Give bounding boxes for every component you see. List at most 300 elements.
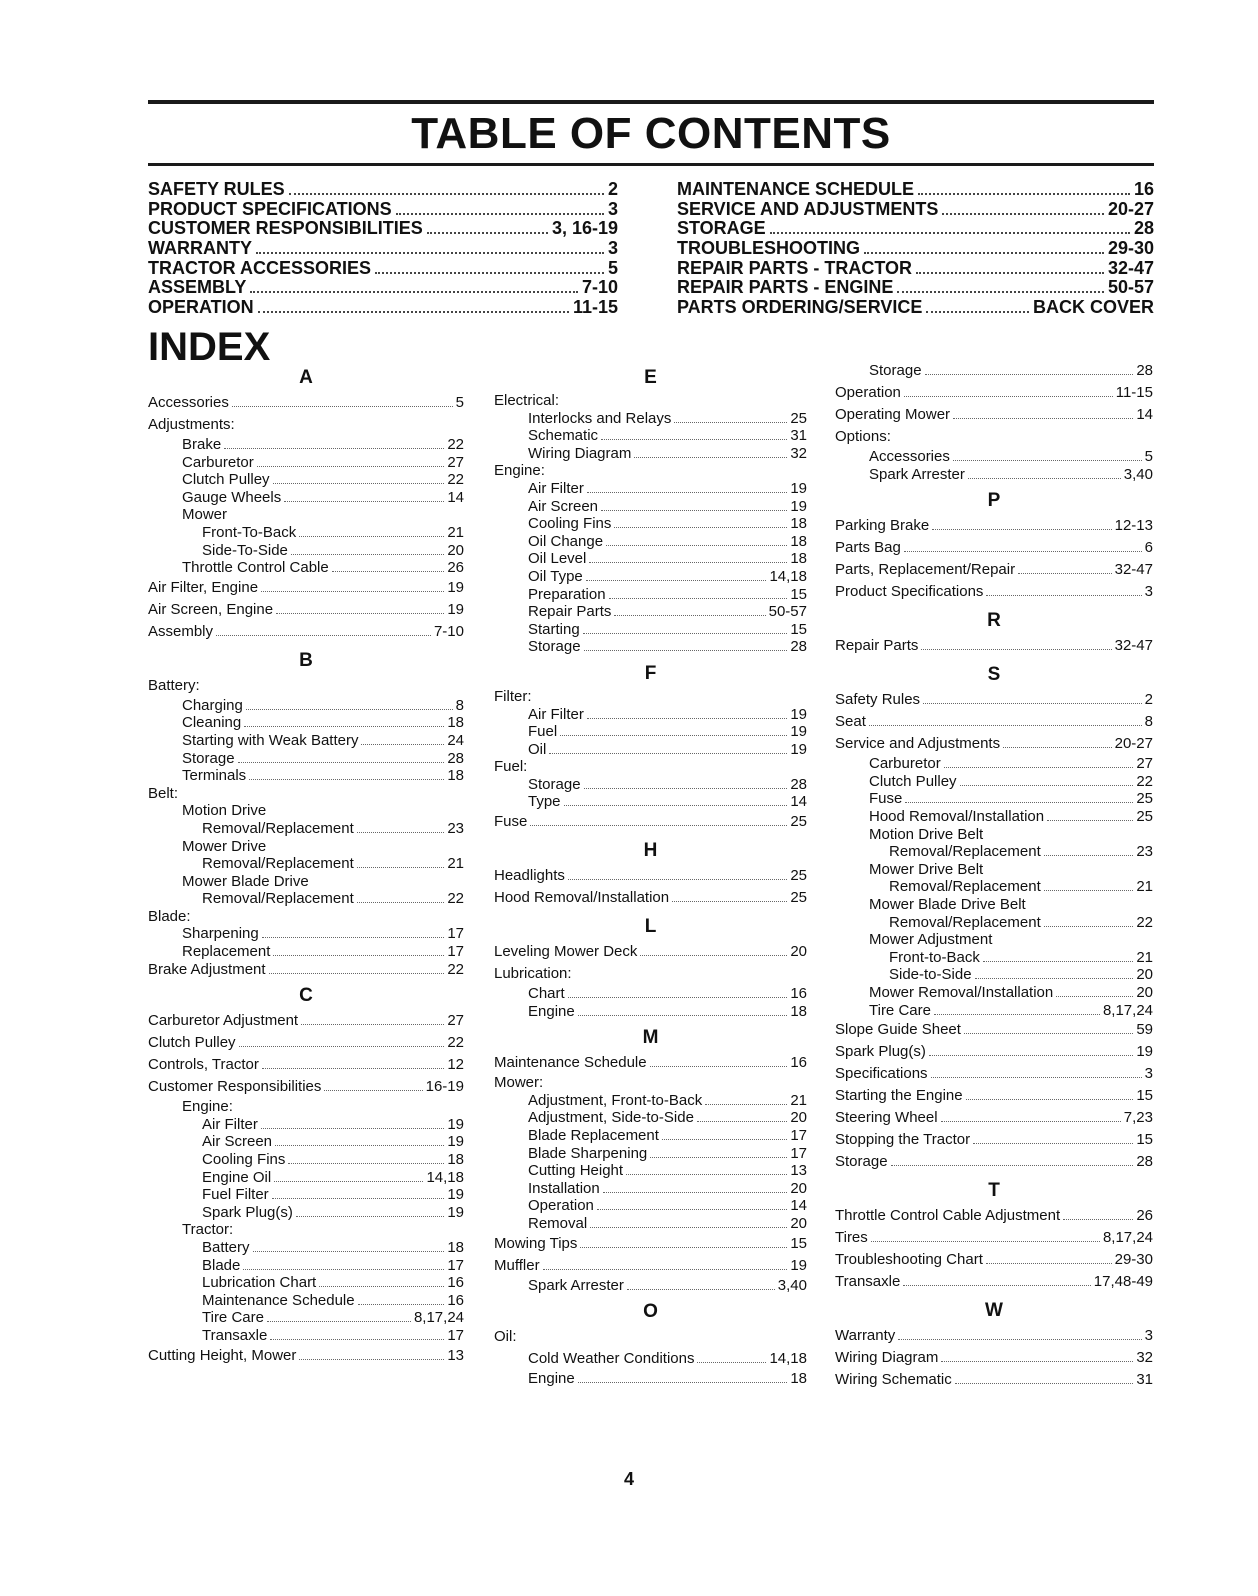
index-entry-page: 19 bbox=[790, 705, 807, 723]
toc-entry[interactable] bbox=[148, 180, 618, 200]
index-entry-page: 21 bbox=[790, 1091, 807, 1109]
index-entry[interactable] bbox=[835, 861, 1153, 879]
dot-leader bbox=[324, 1090, 422, 1091]
index-entry[interactable] bbox=[494, 392, 807, 410]
index-entry-label: Motion Drive bbox=[182, 802, 267, 820]
index-entry[interactable] bbox=[494, 887, 807, 909]
dot-leader bbox=[953, 460, 1142, 461]
dot-leader bbox=[275, 1145, 444, 1146]
index-entry[interactable] bbox=[835, 711, 1153, 733]
index-entry[interactable] bbox=[148, 414, 464, 436]
index-entry[interactable] bbox=[494, 1180, 807, 1198]
index-entry-label: Air Filter bbox=[202, 1115, 258, 1133]
index-entry-page: 32 bbox=[790, 444, 807, 462]
index-entry[interactable] bbox=[494, 1127, 807, 1145]
index-entry[interactable] bbox=[148, 855, 464, 873]
toc-entry-page: 32-47 bbox=[1107, 257, 1154, 278]
index-entry[interactable] bbox=[148, 785, 464, 803]
index-entry[interactable] bbox=[835, 931, 1153, 949]
index-entry[interactable] bbox=[494, 1052, 807, 1074]
index-entry[interactable] bbox=[148, 1204, 464, 1222]
dot-leader bbox=[361, 744, 444, 745]
index-entry-label: Parts, Replacement/Repair bbox=[835, 561, 1016, 579]
index-entry-label: Wiring Diagram bbox=[528, 444, 632, 462]
index-entry-label: Chart bbox=[528, 985, 565, 1003]
index-entry-label: Maintenance Schedule bbox=[202, 1291, 355, 1309]
dot-leader bbox=[273, 955, 444, 956]
index-entry[interactable] bbox=[835, 581, 1153, 603]
index-entry[interactable] bbox=[494, 638, 807, 656]
index-entry-page: 6 bbox=[1144, 539, 1153, 557]
index-entry[interactable] bbox=[494, 793, 807, 811]
index-entry[interactable] bbox=[494, 1370, 807, 1388]
index-entry[interactable] bbox=[835, 755, 1153, 773]
index-entry[interactable] bbox=[494, 427, 807, 445]
index-entry[interactable] bbox=[148, 1054, 464, 1076]
index-entry-page: 16 bbox=[790, 1054, 807, 1072]
index-entry[interactable] bbox=[494, 811, 807, 833]
index-entry[interactable] bbox=[148, 1169, 464, 1187]
index-entry-label: Cooling Fins bbox=[202, 1151, 286, 1169]
index-entry[interactable] bbox=[148, 1292, 464, 1310]
toc-right-column bbox=[677, 180, 1154, 318]
index-entry[interactable] bbox=[148, 621, 464, 643]
index-entry-page: 18 bbox=[790, 1370, 807, 1388]
dot-leader bbox=[332, 571, 445, 572]
index-entry-label: Fuel bbox=[528, 723, 558, 741]
index-entry[interactable] bbox=[494, 533, 807, 551]
toc-entry[interactable] bbox=[677, 200, 1154, 220]
index-entry[interactable] bbox=[835, 404, 1153, 426]
index-entry[interactable] bbox=[835, 878, 1153, 896]
index-entry[interactable] bbox=[148, 925, 464, 943]
index-entry[interactable] bbox=[148, 943, 464, 961]
index-entry[interactable] bbox=[835, 537, 1153, 559]
index-entry[interactable] bbox=[148, 675, 464, 697]
index-entry-label: Brake bbox=[182, 436, 222, 453]
toc-entry[interactable] bbox=[677, 180, 1154, 200]
toc-entry-page: 3 bbox=[607, 198, 618, 219]
index-entry[interactable] bbox=[148, 1098, 464, 1116]
index-entry-label: Mower Drive Belt bbox=[869, 860, 984, 878]
dot-leader bbox=[1003, 747, 1112, 748]
index-entry[interactable] bbox=[835, 1271, 1153, 1293]
index-entry[interactable] bbox=[148, 577, 464, 599]
index-entry-page: 15 bbox=[790, 1234, 807, 1252]
dot-leader bbox=[319, 1286, 444, 1287]
index-entry-label: Cleaning bbox=[182, 714, 242, 732]
index-entry[interactable] bbox=[494, 865, 807, 887]
index-entry[interactable] bbox=[835, 360, 1153, 382]
dot-leader bbox=[568, 997, 788, 998]
index-entry-page: 11-15 bbox=[1115, 384, 1153, 401]
dot-leader bbox=[904, 396, 1113, 397]
index-entry[interactable] bbox=[835, 1002, 1153, 1020]
dot-leader bbox=[614, 615, 765, 616]
index-entry-label: Installation bbox=[528, 1179, 600, 1197]
index-entry[interactable] bbox=[835, 1151, 1153, 1173]
index-entry[interactable] bbox=[494, 1255, 807, 1277]
index-entry-label: Specifications bbox=[835, 1065, 928, 1083]
dot-leader bbox=[640, 955, 787, 956]
index-entry-label: Storage bbox=[182, 749, 235, 767]
index-entry-page: 8,17,24 bbox=[413, 1309, 464, 1327]
index-entry[interactable] bbox=[494, 515, 807, 533]
index-entry[interactable] bbox=[148, 1257, 464, 1275]
index-entry[interactable] bbox=[494, 1277, 807, 1295]
toc-entry[interactable] bbox=[677, 239, 1154, 259]
index-entry[interactable] bbox=[494, 706, 807, 724]
index-entry[interactable] bbox=[148, 1116, 464, 1134]
dot-leader bbox=[1056, 996, 1133, 997]
index-entry-label: Battery bbox=[202, 1239, 250, 1256]
dot-leader bbox=[549, 753, 787, 754]
dot-leader bbox=[261, 1128, 444, 1129]
index-entry-page: 50-57 bbox=[768, 603, 807, 621]
index-entry-page: 17 bbox=[447, 925, 464, 943]
toc-entry[interactable] bbox=[148, 219, 618, 239]
index-entry[interactable] bbox=[494, 586, 807, 604]
index-entry[interactable] bbox=[148, 802, 464, 820]
index-entry[interactable] bbox=[835, 1019, 1153, 1041]
index-entry[interactable] bbox=[835, 1347, 1153, 1369]
index-entry[interactable] bbox=[148, 1274, 464, 1292]
index-entry[interactable] bbox=[148, 1032, 464, 1054]
index-entry-label: Brake Adjustment bbox=[148, 960, 266, 978]
index-entry-page: 28 bbox=[790, 638, 807, 656]
index-entry[interactable] bbox=[494, 1092, 807, 1110]
index-entry-label: Blade bbox=[202, 1256, 241, 1274]
index-entry-label: Mower Drive bbox=[182, 837, 267, 855]
dot-leader bbox=[953, 418, 1133, 419]
index-entry-page: 14,18 bbox=[769, 1350, 807, 1368]
index-entry[interactable] bbox=[494, 498, 807, 516]
index-entry[interactable] bbox=[148, 820, 464, 838]
index-entry-page: 19 bbox=[790, 1256, 807, 1274]
index-entry-page: 5 bbox=[455, 394, 464, 411]
index-entry-label: Engine: bbox=[494, 462, 545, 480]
index-entry-label: Carburetor bbox=[182, 453, 254, 471]
index-entry[interactable] bbox=[148, 1221, 464, 1239]
index-entry-label: Mower Adjustment bbox=[869, 931, 993, 949]
dot-leader bbox=[934, 1014, 1100, 1015]
index-entry-page: 25 bbox=[1136, 790, 1153, 808]
dot-leader bbox=[590, 1227, 787, 1228]
index-entry[interactable] bbox=[835, 382, 1153, 404]
index-entry[interactable] bbox=[835, 635, 1153, 657]
index-entry[interactable] bbox=[835, 1325, 1153, 1347]
index-letter-heading: S bbox=[987, 664, 1001, 686]
index-entry[interactable] bbox=[494, 1162, 807, 1180]
index-entry-label: Fuel Filter bbox=[202, 1186, 269, 1204]
toc-entry[interactable] bbox=[677, 298, 1154, 318]
index-entry-label: Battery: bbox=[148, 676, 200, 694]
index-entry[interactable] bbox=[148, 732, 464, 750]
index-entry-label: Storage bbox=[528, 775, 581, 793]
index-entry[interactable] bbox=[148, 873, 464, 891]
index-entry-label: Maintenance Schedule bbox=[494, 1054, 647, 1072]
dot-leader bbox=[258, 311, 569, 313]
index-entry-page: 27 bbox=[447, 453, 464, 471]
index-entry[interactable] bbox=[835, 914, 1153, 932]
index-entry[interactable] bbox=[835, 1129, 1153, 1151]
index-entry[interactable] bbox=[148, 1239, 464, 1257]
dot-leader bbox=[257, 466, 445, 467]
toc-entry[interactable] bbox=[677, 219, 1154, 239]
index-entry[interactable] bbox=[494, 688, 807, 706]
index-entry[interactable] bbox=[148, 489, 464, 507]
index-entry[interactable] bbox=[148, 436, 464, 454]
index-entry[interactable] bbox=[148, 750, 464, 768]
index-entry[interactable] bbox=[494, 1074, 807, 1092]
index-entry[interactable] bbox=[494, 462, 807, 480]
index-entry[interactable] bbox=[148, 1010, 464, 1032]
index-entry-page: 16-19 bbox=[425, 1078, 464, 1096]
index-entry-label: Operation bbox=[528, 1197, 594, 1215]
toc-entry[interactable] bbox=[148, 259, 618, 279]
index-entry[interactable] bbox=[835, 1085, 1153, 1107]
index-entry-label: Oil: bbox=[494, 1328, 517, 1346]
index-entry-page: 17 bbox=[790, 1144, 807, 1162]
index-entry-page: 12-13 bbox=[1114, 517, 1153, 535]
index-entry[interactable] bbox=[148, 890, 464, 908]
index-entry-page: 17 bbox=[447, 943, 464, 961]
index-entry[interactable] bbox=[148, 1151, 464, 1169]
index-entry-label: Removal/Replacement bbox=[202, 855, 354, 873]
index-entry-label: Engine: bbox=[182, 1098, 233, 1116]
index-entry[interactable] bbox=[494, 410, 807, 428]
index-entry[interactable] bbox=[835, 733, 1153, 755]
index-entry[interactable] bbox=[835, 826, 1153, 844]
index-entry-label: Removal/Replacement bbox=[889, 913, 1041, 931]
index-entry[interactable] bbox=[835, 1369, 1153, 1391]
index-entry-page: 19 bbox=[790, 479, 807, 497]
index-entry-page: 28 bbox=[790, 775, 807, 793]
index-entry[interactable] bbox=[148, 506, 464, 524]
index-column-3 bbox=[835, 360, 1153, 1391]
index-entry-page: 25 bbox=[790, 867, 807, 885]
index-entry-page: 5 bbox=[1144, 448, 1153, 465]
index-entry-label: Throttle Control Cable bbox=[182, 559, 329, 577]
toc-entry-page: 3 bbox=[607, 238, 618, 259]
index-entry[interactable] bbox=[835, 790, 1153, 808]
dot-leader bbox=[903, 1285, 1090, 1286]
index-entry[interactable] bbox=[148, 559, 464, 577]
index-entry-label: Carburetor Adjustment bbox=[148, 1012, 299, 1030]
index-entry-page: 23 bbox=[1136, 843, 1153, 861]
index-entry-label: Oil Level bbox=[528, 550, 587, 568]
dot-leader bbox=[262, 937, 445, 938]
toc-entry[interactable] bbox=[148, 298, 618, 318]
index-entry[interactable] bbox=[148, 908, 464, 926]
index-entry[interactable] bbox=[494, 776, 807, 794]
index-entry[interactable] bbox=[494, 1233, 807, 1255]
index-entry[interactable] bbox=[494, 941, 807, 963]
index-entry[interactable] bbox=[494, 550, 807, 568]
dot-leader bbox=[543, 1269, 788, 1270]
index-entry[interactable] bbox=[148, 599, 464, 621]
toc-entry[interactable] bbox=[677, 278, 1154, 298]
index-entry[interactable] bbox=[835, 1227, 1153, 1249]
index-entry[interactable] bbox=[148, 542, 464, 560]
dot-leader bbox=[898, 1339, 1141, 1340]
index-entry[interactable] bbox=[494, 480, 807, 498]
index-entry[interactable] bbox=[494, 1348, 807, 1370]
index-entry[interactable] bbox=[835, 448, 1153, 466]
index-entry[interactable] bbox=[148, 697, 464, 715]
index-entry-label: Accessories bbox=[869, 448, 950, 465]
index-entry-label: Tire Care bbox=[202, 1309, 264, 1327]
toc-entry-label: CUSTOMER RESPONSIBILITIES bbox=[148, 218, 423, 239]
index-entry[interactable] bbox=[835, 773, 1153, 791]
index-entry[interactable] bbox=[148, 1133, 464, 1151]
index-entry[interactable] bbox=[494, 1003, 807, 1021]
index-entry[interactable] bbox=[494, 1109, 807, 1127]
toc-entry-label: OPERATION bbox=[148, 297, 254, 318]
index-entry[interactable] bbox=[148, 1345, 464, 1367]
index-entry-label: Air Screen, Engine bbox=[148, 600, 274, 618]
index-entry-label: Air Filter, Engine bbox=[148, 578, 259, 596]
index-entry-label: Air Screen bbox=[528, 497, 599, 515]
index-entry[interactable] bbox=[148, 524, 464, 542]
index-entry[interactable] bbox=[494, 1326, 807, 1348]
dot-leader bbox=[357, 832, 445, 833]
index-entry-label: Mowing Tips bbox=[494, 1234, 578, 1252]
dot-leader bbox=[427, 232, 548, 234]
index-entry[interactable] bbox=[835, 984, 1153, 1002]
index-entry-label: Storage bbox=[869, 362, 922, 379]
toc-entry-label: MAINTENANCE SCHEDULE bbox=[677, 179, 915, 199]
dot-leader bbox=[232, 406, 453, 407]
index-letter-heading: A bbox=[299, 367, 313, 388]
index-entry[interactable] bbox=[835, 515, 1153, 537]
dot-leader bbox=[601, 439, 787, 440]
index-entry[interactable] bbox=[835, 808, 1153, 826]
index-entry-page: 20 bbox=[447, 541, 464, 559]
index-entry[interactable] bbox=[835, 896, 1153, 914]
index-entry-page: 8 bbox=[455, 696, 464, 714]
toc-entry[interactable] bbox=[148, 239, 618, 259]
index-entry-page: 13 bbox=[790, 1162, 807, 1180]
index-entry-page: 24 bbox=[447, 731, 464, 749]
index-entry[interactable] bbox=[835, 1249, 1153, 1271]
dot-leader bbox=[705, 1104, 787, 1105]
index-entry-label: Adjustment, Front-to-Back bbox=[528, 1091, 703, 1109]
toc-entry-label: PRODUCT SPECIFICATIONS bbox=[148, 198, 392, 219]
index-entry-page: 20 bbox=[790, 943, 807, 961]
index-entry-page: 19 bbox=[447, 1115, 464, 1133]
index-entry[interactable] bbox=[835, 689, 1153, 711]
toc-entry[interactable] bbox=[677, 259, 1154, 279]
index-entry-label: Side-to-Side bbox=[889, 966, 972, 984]
dot-leader bbox=[931, 1077, 1142, 1078]
dot-leader bbox=[583, 633, 788, 634]
index-entry-label: Transaxle bbox=[835, 1273, 901, 1291]
index-entry[interactable] bbox=[835, 966, 1153, 984]
index-entry[interactable] bbox=[148, 961, 464, 979]
index-entry-page: 15 bbox=[1136, 1131, 1153, 1149]
dot-leader bbox=[276, 613, 444, 614]
index-entry[interactable] bbox=[494, 621, 807, 639]
index-entry[interactable] bbox=[148, 767, 464, 785]
index-entry[interactable] bbox=[148, 1076, 464, 1098]
index-entry[interactable] bbox=[494, 741, 807, 759]
index-entry[interactable] bbox=[835, 559, 1153, 581]
index-entry-label: Clutch Pulley bbox=[148, 1034, 236, 1052]
index-entry-page: 27 bbox=[1136, 755, 1153, 773]
index-entry[interactable] bbox=[835, 949, 1153, 967]
index-entry[interactable] bbox=[494, 568, 807, 586]
index-entry[interactable] bbox=[148, 1309, 464, 1327]
index-entry[interactable] bbox=[148, 714, 464, 732]
index-entry[interactable] bbox=[494, 445, 807, 463]
index-entry[interactable] bbox=[494, 1215, 807, 1233]
dot-leader bbox=[905, 802, 1133, 803]
index-entry[interactable] bbox=[835, 466, 1153, 484]
toc-entry-label: REPAIR PARTS - TRACTOR bbox=[677, 257, 913, 278]
index-entry-label: Repair Parts bbox=[528, 603, 612, 621]
index-entry-label: Fuse bbox=[869, 790, 903, 808]
dot-leader bbox=[262, 1068, 444, 1069]
index-entry[interactable] bbox=[148, 1327, 464, 1345]
index-entry[interactable] bbox=[148, 471, 464, 489]
toc-entry-label: TRACTOR ACCESSORIES bbox=[148, 257, 372, 278]
index-entry-page: 18 bbox=[790, 550, 807, 568]
index-entry-label: Oil Type bbox=[528, 567, 583, 585]
index-entry-page: 7-10 bbox=[433, 622, 464, 640]
index-entry[interactable] bbox=[148, 1186, 464, 1204]
index-entry-page: 22 bbox=[447, 471, 464, 489]
index-entry[interactable] bbox=[835, 1063, 1153, 1085]
index-entry-label: Storage bbox=[835, 1153, 888, 1171]
toc-entry[interactable] bbox=[148, 278, 618, 298]
index-entry-page: 26 bbox=[447, 559, 464, 577]
index-entry[interactable] bbox=[835, 1107, 1153, 1129]
index-entry[interactable] bbox=[494, 963, 807, 985]
index-entry[interactable] bbox=[148, 392, 464, 414]
index-entry[interactable] bbox=[148, 838, 464, 856]
index-entry[interactable] bbox=[494, 1145, 807, 1163]
dot-leader bbox=[284, 501, 444, 502]
index-entry-label: Hood Removal/Installation bbox=[494, 889, 670, 907]
dot-leader bbox=[597, 1209, 787, 1210]
dot-leader bbox=[650, 1157, 787, 1158]
dot-leader bbox=[1044, 926, 1134, 927]
index-entry[interactable] bbox=[494, 603, 807, 621]
index-entry-label: Customer Responsibilities bbox=[148, 1078, 322, 1096]
index-entry-page: 22 bbox=[1136, 772, 1153, 790]
dot-leader bbox=[274, 1181, 423, 1182]
dot-leader bbox=[975, 978, 1134, 979]
index-entry[interactable] bbox=[835, 426, 1153, 448]
index-entry[interactable] bbox=[494, 985, 807, 1003]
index-entry[interactable] bbox=[835, 1041, 1153, 1063]
index-entry-page: 21 bbox=[1136, 878, 1153, 896]
index-entry-page: 8 bbox=[1144, 713, 1153, 731]
index-entry[interactable] bbox=[494, 1197, 807, 1215]
index-entry[interactable] bbox=[494, 758, 807, 776]
index-entry-label: Wiring Schematic bbox=[835, 1371, 952, 1389]
toc-entry[interactable] bbox=[148, 200, 618, 220]
index-entry[interactable] bbox=[835, 843, 1153, 861]
index-entry[interactable] bbox=[835, 1205, 1153, 1227]
index-entry[interactable] bbox=[494, 723, 807, 741]
index-entry-page: 17 bbox=[447, 1256, 464, 1274]
index-entry-label: Parts Bag bbox=[835, 539, 901, 557]
index-entry[interactable] bbox=[148, 454, 464, 472]
index-entry-page: 3 bbox=[1144, 1327, 1153, 1345]
index-entry-label: Carburetor bbox=[869, 755, 941, 773]
